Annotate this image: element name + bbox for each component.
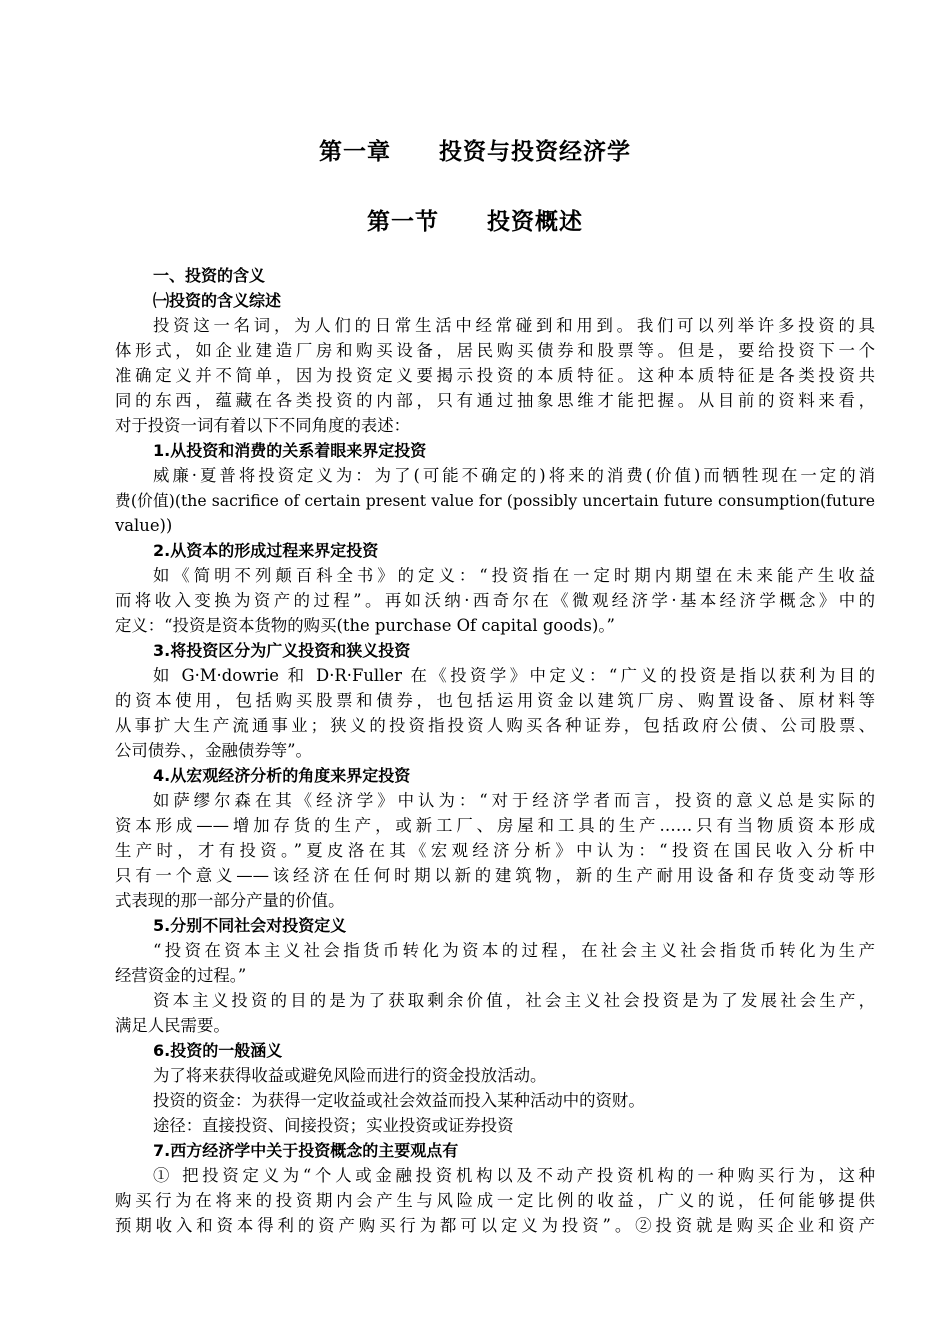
paragraph-line: 购买行为在将来的投资期内会产生与风险成一定比例的收益，广义的说，任何能够提供 (115, 1191, 875, 1210)
paragraph-line: 准确定义并不简单，因为投资定义要揭示投资的本质特征。这种本质特征是各类投资共 (115, 366, 875, 385)
subheading-4: 4.从宏观经济分析的角度来界定投资 (153, 766, 411, 785)
paragraph-line: 途径：直接投资、间接投资；实业投资或证券投资 (153, 1116, 514, 1135)
paragraph-line: 从事扩大生产流通事业；狭义的投资指投资人购买各种证券，包括政府公债、公司股票、 (115, 716, 875, 735)
paragraph-line: 而将收入变换为资产的过程”。再如沃纳·西奇尔在《微观经济学·基本经济学概念》中的 (115, 591, 875, 610)
paragraph-line: 对于投资一词有着以下不同角度的表述： (115, 416, 411, 435)
paragraph-line: 生产时，才有投资。”夏皮洛在其《宏观经济分析》中认为：“投资在国民收入分析中 (115, 841, 875, 860)
subheading-7: 7.西方经济学中关于投资概念的主要观点有 (153, 1141, 459, 1160)
subheading-6: 6.投资的一般涵义 (153, 1041, 283, 1060)
paragraph-line: 威廉·夏普将投资定义为：为了(可能不确定的)将来的消费(价值)而牺牲现在一定的消 (153, 466, 875, 485)
paragraph-line: 投资的资金：为获得一定收益或社会效益而投入某种活动中的资财。 (153, 1091, 645, 1110)
paragraph-line: value)) (115, 516, 173, 535)
heading-2: ㈠投资的含义综述 (153, 291, 282, 310)
paragraph-line: “投资在资本主义社会指货币转化为资本的过程，在社会主义社会指货币转化为生产 (153, 941, 875, 960)
paragraph-line: 经营资金的过程。” (115, 966, 247, 985)
paragraph-line: 定义：“投资是资本货物的购买(the purchase Of capital goods)。” (115, 616, 615, 635)
paragraph-line: 资本主义投资的目的是为了获取剩余价值，社会主义社会投资是为了发展社会生产， (153, 991, 875, 1010)
paragraph-line: 为了将来获得收益或避免风险而进行的资金投放活动。 (153, 1066, 547, 1085)
paragraph-line: ① 把投资定义为“个人或金融投资机构以及不动产投资机构的一种购买行为，这种 (153, 1166, 875, 1185)
paragraph-line: 满足人民需要。 (115, 1016, 230, 1035)
paragraph-line: 如《简明不列颠百科全书》的定义：“投资指在一定时期内期望在未来能产生收益 (153, 566, 875, 585)
paragraph-line: 投资这一名词，为人们的日常生活中经常碰到和用到。我们可以列举许多投资的具 (153, 316, 875, 335)
paragraph-line: 只有一个意义——该经济在任何时期以新的建筑物，新的生产耐用设备和存货变动等形 (115, 866, 875, 885)
section-title: 第一节 投资概述 (367, 209, 583, 235)
paragraph-line: 费(价值)(the sacrifice of certain present value for (possibly uncertain future consumption(future (115, 491, 875, 510)
subheading-2: 2.从资本的形成过程来界定投资 (153, 541, 379, 560)
paragraph-line: 如萨缪尔森在其《经济学》中认为：“对于经济学者而言，投资的意义总是实际的 (153, 791, 875, 810)
paragraph-line: 的资本使用，包括购买股票和债券，也包括运用资金以建筑厂房、购置设备、原材料等 (115, 691, 875, 710)
paragraph-line: 体形式，如企业建造厂房和购买设备，居民购买债券和股票等。但是，要给投资下一个 (115, 341, 875, 360)
heading-1: 一、投资的含义 (153, 266, 266, 285)
paragraph-line: 如 G·M·dowrie 和 D·R·Fuller 在《投资学》中定义：“广义的投资是指以获利为目的 (153, 666, 875, 685)
paragraph-line: 公司债券、，金融债券等”。 (115, 741, 312, 760)
paragraph-line: 资本形成——增加存货的生产，或新工厂、房屋和工具的生产……只有当物质资本形成 (115, 816, 875, 835)
paragraph-line: 预期收入和资本得利的资产购买行为都可以定义为投资”。②投资就是购买企业和资产 (115, 1216, 875, 1235)
subheading-5: 5.分别不同社会对投资定义 (153, 916, 347, 935)
paragraph-line: 式表现的那一部分产量的价值。 (115, 891, 345, 910)
paragraph-line: 同的东西，蕴藏在各类投资的内部，只有通过抽象思维才能把握。从目前的资料来看， (115, 391, 875, 410)
subheading-1: 1.从投资和消费的关系着眼来界定投资 (153, 441, 427, 460)
subheading-3: 3.将投资区分为广义投资和狭义投资 (153, 641, 411, 660)
chapter-title: 第一章 投资与投资经济学 (319, 139, 631, 165)
